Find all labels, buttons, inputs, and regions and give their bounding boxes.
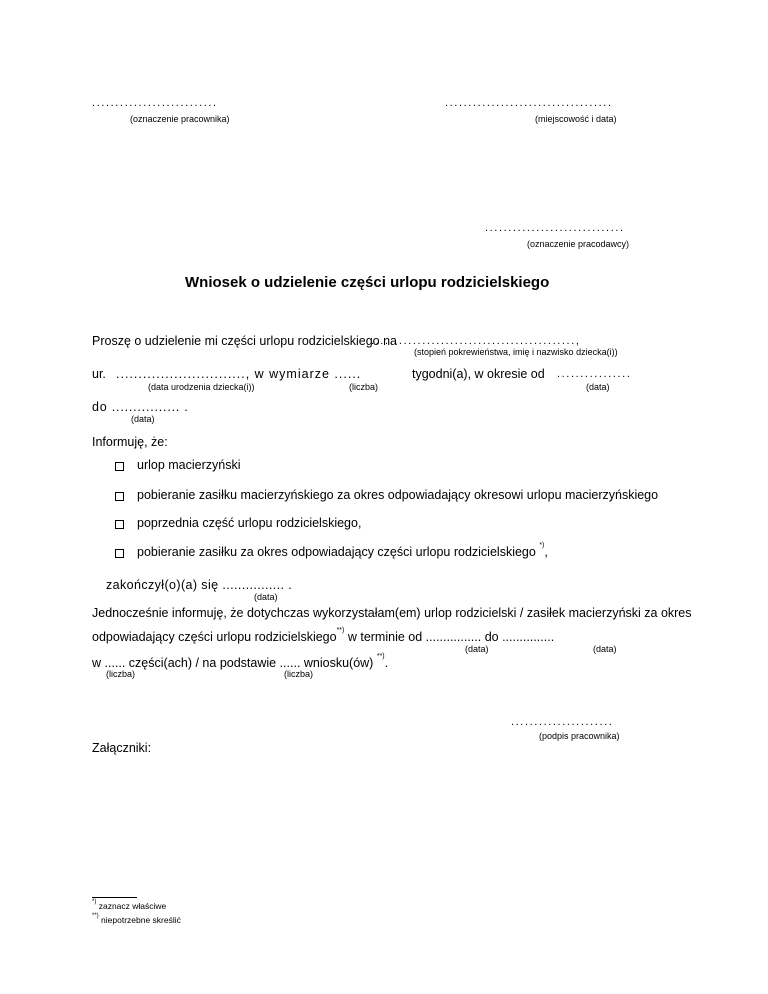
birth-date-label: (data urodzenia dziecka(i)) [148,382,255,392]
birth-and-count-dots[interactable]: ............................., w wymiarze ...... [116,367,362,381]
count-label: (liczba) [349,382,379,392]
footnote-mark-2: **) [336,627,345,634]
footnote-divider [92,897,137,898]
ended-date-label: (data) [254,592,278,602]
start-date-label: (data) [586,382,610,392]
attachments-heading: Załączniki: [92,741,152,755]
used-period-dots[interactable]: w terminie od ................ do ............... [347,630,555,644]
also-inform-line3: w ...... części(ach) / na podstawie ...... wniosku(ów) **). [92,653,389,670]
applications-count-label: (liczba) [284,669,314,679]
period-start-dots[interactable]: ................ [557,368,632,380]
document-title: Wniosek o udzielenie części urlopu rodzicielskiego [185,274,550,291]
weeks-text: tygodni(a), w okresie od [412,367,545,381]
checkbox-maternity-allowance[interactable] [115,492,124,501]
child-name-dots[interactable]: ............................................, [371,335,581,347]
option-parental-allowance: pobieranie zasiłku za okres odpowiadający części urlopu rodzicielskiego *), [137,542,548,559]
used-to-label: (data) [593,644,617,654]
footnote-mark-1: *) [539,542,545,549]
checkbox-parental-allowance[interactable] [115,549,124,558]
footnote-mark-3: **) [376,653,385,660]
parts-count-label: (liczba) [106,669,136,679]
employee-label: (oznaczenie pracownika) [130,114,230,124]
also-inform-line1: Jednocześnie informuję, że dotychczas wykorzystałam(em) urlop rodzicielski / zasiłek macierzyński za okres [92,606,692,620]
signature-label: (podpis pracownika) [539,731,620,741]
born-text: ur. [92,367,106,381]
place-date-label: (miejscowość i data) [535,114,617,124]
place-date-dots[interactable]: .................................... [445,97,613,109]
inform-heading: Informuję, że: [92,435,168,449]
also-inform-line2: odpowiadający części urlopu rodzicielskiego**) w terminie od ................ do ............... [92,627,555,644]
checkbox-maternity-leave[interactable] [115,462,124,471]
employer-label: (oznaczenie pracodawcy) [527,239,630,249]
checkbox-previous-part[interactable] [115,520,124,529]
child-name-label: (stopień pokrewieństwa, imię i nazwisko dziecka(i)) [414,347,618,357]
employee-dots[interactable]: ........................... [92,97,218,109]
employer-dots[interactable]: .............................. [485,222,625,234]
option-previous-part: poprzednia część urlopu rodzicielskiego, [137,516,362,530]
end-date-dots[interactable]: do ................ . [92,400,189,414]
parts-count-dots[interactable]: w ...... części(ach) / na podstawie ...... wniosku(ów) [92,656,374,670]
option-maternity-leave: urlop macierzyński [137,458,241,472]
request-text: Proszę o udzielenie mi części urlopu rodzicielskiego na [92,334,398,348]
option-maternity-allowance: pobieranie zasiłku macierzyńskiego za okres odpowiadający okresowi urlopu macierzyńskiego [137,488,659,502]
end-date-label: (data) [131,414,155,424]
signature-dots[interactable]: ...................... [511,716,614,728]
footnote-2: **) niepotrzebne skreślić [92,913,181,925]
footnote-1: *) zaznacz właściwe [92,899,167,911]
ended-date-text[interactable]: zakończył(o)(a) się ................ . [106,578,293,592]
used-from-label: (data) [465,644,489,654]
